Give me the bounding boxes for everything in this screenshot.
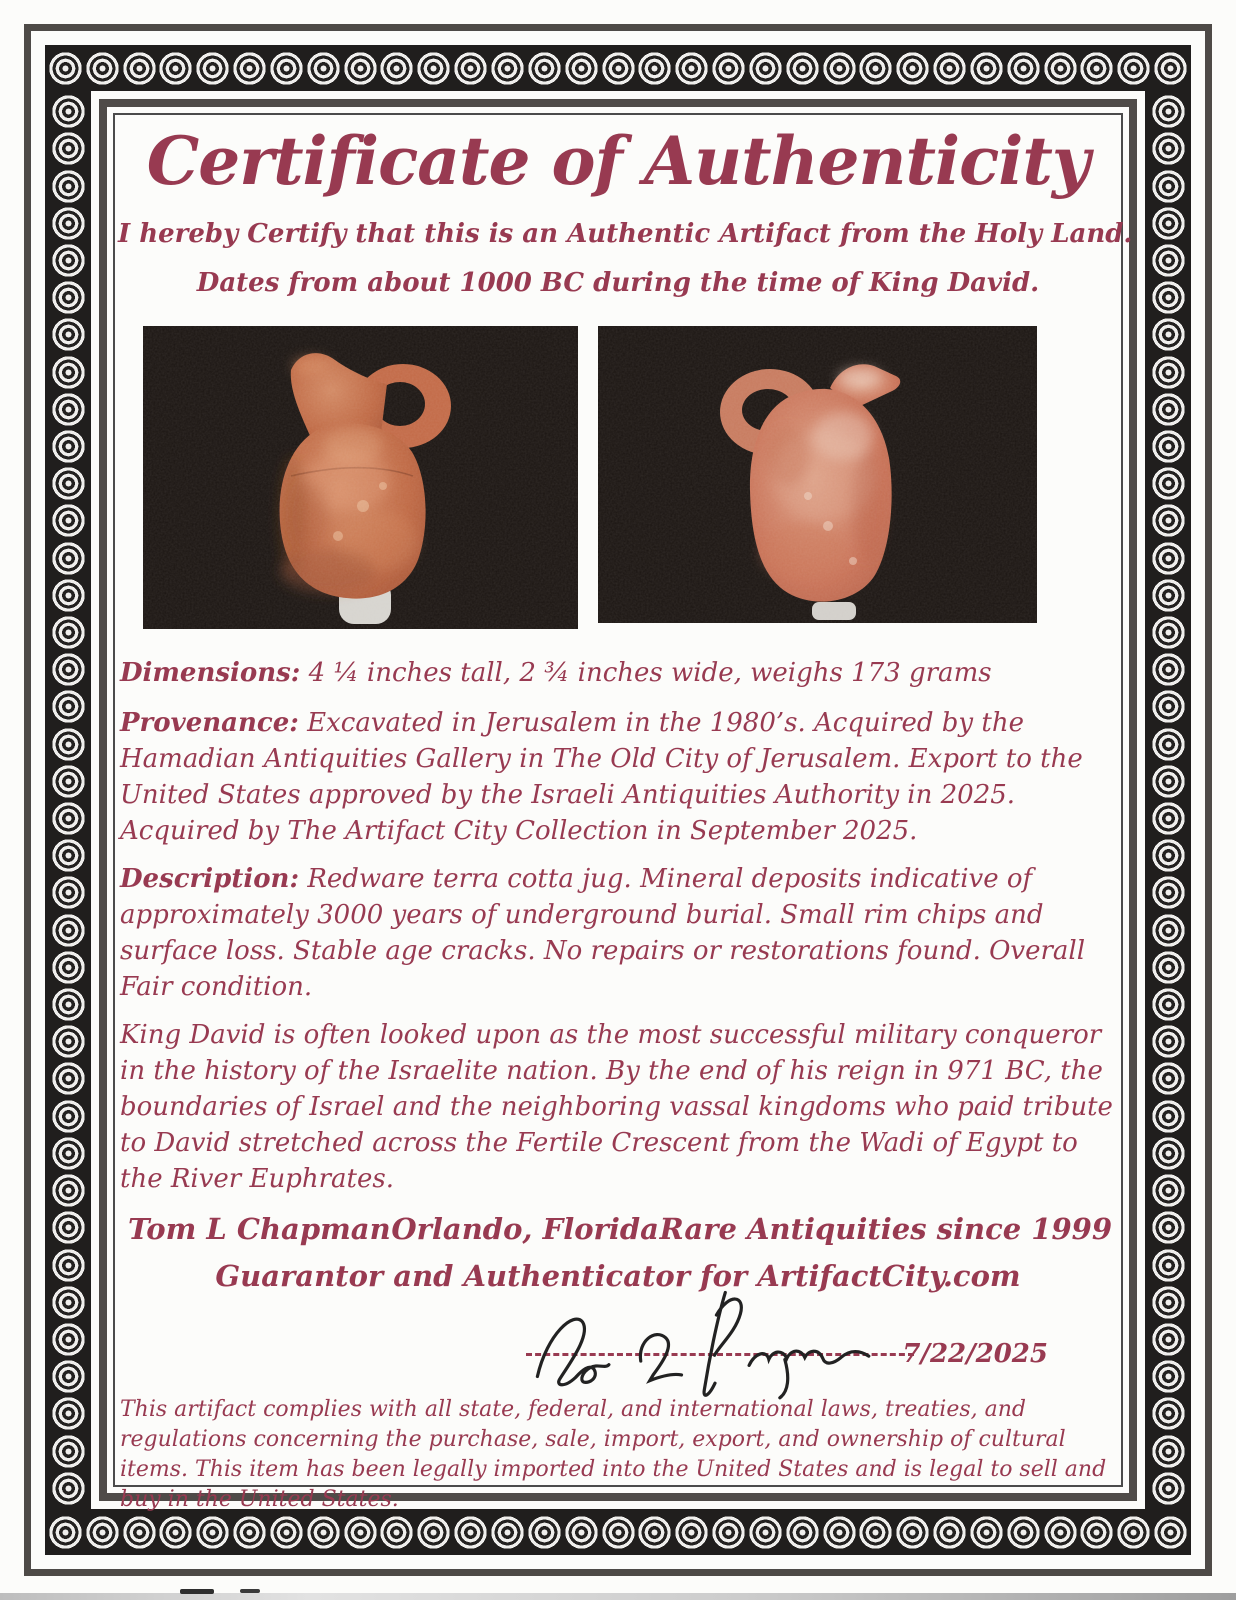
certificate-content bbox=[118, 116, 1133, 1513]
bullseye-ornament bbox=[196, 52, 229, 85]
guarantor-line: Guarantor and Authenticator for ArtifactCity.com bbox=[215, 1259, 1021, 1294]
bullseye-ornament bbox=[675, 52, 708, 85]
bullseye-ornament bbox=[1152, 430, 1185, 463]
bullseye-ornament bbox=[1152, 1472, 1185, 1505]
bullseye-ornament bbox=[1080, 1516, 1113, 1549]
scan-artifact-strip bbox=[0, 1593, 1236, 1600]
bullseye-ornament bbox=[1154, 52, 1187, 85]
bullseye-ornament bbox=[49, 1516, 82, 1549]
bullseye-ornament bbox=[859, 52, 892, 85]
ornament-band-bottom bbox=[45, 1509, 1191, 1555]
signatory-location: Orlando, Florida bbox=[391, 1212, 659, 1247]
bullseye-ornament bbox=[675, 1516, 708, 1549]
bullseye-ornament bbox=[159, 52, 192, 85]
bullseye-ornament bbox=[52, 318, 85, 351]
bullseye-ornament bbox=[528, 1516, 561, 1549]
bullseye-ornament bbox=[1152, 95, 1185, 128]
bullseye-ornament bbox=[712, 1516, 745, 1549]
bullseye-ornament bbox=[1152, 467, 1185, 500]
bullseye-ornament bbox=[638, 1516, 671, 1549]
scan-artifact-mark bbox=[180, 1589, 214, 1594]
bullseye-ornament bbox=[1152, 988, 1185, 1021]
bullseye-ornament bbox=[233, 1516, 266, 1549]
bullseye-ornament bbox=[307, 1516, 340, 1549]
bullseye-ornament bbox=[52, 1472, 85, 1505]
bullseye-ornament bbox=[1007, 52, 1040, 85]
bullseye-ornament bbox=[52, 430, 85, 463]
description-section bbox=[118, 861, 1118, 1005]
history-paragraph: King David is often looked upon as the most successful military conqueror in the history of the Israelite nation. By the end of his reign in 971 BC, the boundaries of Israel and the neighboring vassal kingdoms who paid tribute to David stretched across the Fertile Crescent from the Wadi of Egypt to the River Euphrates. bbox=[120, 1020, 1113, 1195]
bullseye-ornament bbox=[1044, 52, 1077, 85]
bullseye-ornament bbox=[970, 1516, 1003, 1549]
certificate-title: Certificate of Authenticity bbox=[146, 122, 1090, 200]
bullseye-ornament bbox=[933, 1516, 966, 1549]
bullseye-ornament bbox=[1007, 1516, 1040, 1549]
bullseye-ornament bbox=[1152, 1249, 1185, 1282]
bullseye-ornament bbox=[159, 1516, 192, 1549]
bullseye-ornament bbox=[52, 1100, 85, 1133]
bullseye-ornament bbox=[52, 281, 85, 314]
description-label: Description: bbox=[120, 864, 300, 895]
bullseye-ornament bbox=[52, 839, 85, 872]
bullseye-ornament bbox=[491, 1516, 524, 1549]
bullseye-ornament bbox=[417, 1516, 450, 1549]
bullseye-ornament bbox=[749, 52, 782, 85]
bullseye-ornament bbox=[52, 1323, 85, 1356]
bullseye-ornament bbox=[454, 1516, 487, 1549]
bullseye-ornament bbox=[52, 504, 85, 537]
ornament-band-top bbox=[45, 45, 1191, 91]
bullseye-ornament bbox=[712, 52, 745, 85]
bullseye-ornament bbox=[1152, 170, 1185, 203]
provenance-value: Excavated in Jerusalem in the 1980’s. Acquired by the Hamadian Antiquities Gallery in The Old City of Jerusalem. Export to the United States approved by the Israeli Antiquities Authority in 2025. Acquired by The Artifact City Collection in September 2025. bbox=[120, 708, 1083, 847]
bullseye-ornament bbox=[52, 579, 85, 612]
bullseye-ornament bbox=[86, 52, 119, 85]
dimensions-label: Dimensions: bbox=[120, 658, 301, 689]
bullseye-ornament bbox=[896, 1516, 929, 1549]
legal-statement: This artifact complies with all state, federal, and international laws, treaties, and regulations concerning the purchase, sale, import, export, and ownership of cultural items. This item has been legally imported into the United States and is legal to sell and buy in the United States. bbox=[120, 1397, 1107, 1513]
bullseye-ornament bbox=[52, 1360, 85, 1393]
bullseye-ornament bbox=[1152, 951, 1185, 984]
bullseye-ornament bbox=[1152, 244, 1185, 277]
bullseye-ornament bbox=[859, 1516, 892, 1549]
photo-grain bbox=[143, 326, 578, 629]
bullseye-ornament bbox=[52, 95, 85, 128]
bullseye-ornament bbox=[270, 52, 303, 85]
bullseye-ornament bbox=[491, 52, 524, 85]
bullseye-ornament bbox=[233, 52, 266, 85]
bullseye-ornament bbox=[1152, 318, 1185, 351]
bullseye-ornament bbox=[454, 52, 487, 85]
ornament-band-left bbox=[45, 91, 91, 1509]
bullseye-ornament bbox=[52, 690, 85, 723]
artifact-photo-row bbox=[118, 326, 1118, 629]
bullseye-ornament bbox=[196, 1516, 229, 1549]
dating-statement: Dates from about 1000 BC during the time of King David. bbox=[196, 268, 1040, 299]
bullseye-ornament bbox=[123, 52, 156, 85]
photo-grain bbox=[598, 326, 1037, 623]
bullseye-ornament bbox=[52, 728, 85, 761]
bullseye-ornament bbox=[786, 1516, 819, 1549]
bullseye-ornament bbox=[52, 616, 85, 649]
bullseye-ornament bbox=[52, 132, 85, 165]
bullseye-ornament bbox=[380, 52, 413, 85]
bullseye-ornament bbox=[1152, 1360, 1185, 1393]
bullseye-ornament bbox=[270, 1516, 303, 1549]
bullseye-ornament bbox=[749, 1516, 782, 1549]
bullseye-ornament bbox=[1154, 1516, 1187, 1549]
signature-area bbox=[118, 1295, 1118, 1391]
bullseye-ornament bbox=[1152, 281, 1185, 314]
artifact-photo-left bbox=[143, 326, 578, 629]
bullseye-ornament bbox=[344, 1516, 377, 1549]
bullseye-ornament bbox=[1152, 1323, 1185, 1356]
bullseye-ornament bbox=[1152, 579, 1185, 612]
provenance-section bbox=[118, 705, 1118, 849]
bullseye-ornament bbox=[1044, 1516, 1077, 1549]
bullseye-ornament bbox=[1152, 876, 1185, 909]
bullseye-ornament bbox=[1152, 1025, 1185, 1058]
bullseye-ornament bbox=[1152, 1137, 1185, 1170]
bullseye-ornament bbox=[52, 170, 85, 203]
certify-statement: I hereby Certify that this is an Authentic Artifact from the Holy Land. bbox=[118, 219, 1133, 250]
bullseye-ornament bbox=[1152, 616, 1185, 649]
bullseye-ornament bbox=[417, 52, 450, 85]
bullseye-ornament bbox=[52, 1435, 85, 1468]
bullseye-ornament bbox=[823, 1516, 856, 1549]
bullseye-ornament bbox=[52, 467, 85, 500]
signature-date: 7/22/2025 bbox=[902, 1339, 1048, 1370]
bullseye-ornament bbox=[307, 52, 340, 85]
signatory-row bbox=[118, 1211, 1118, 1248]
bullseye-ornament bbox=[1152, 504, 1185, 537]
bullseye-ornament bbox=[344, 52, 377, 85]
signatory-name: Tom L Chapman bbox=[128, 1212, 391, 1247]
bullseye-ornament bbox=[1152, 765, 1185, 798]
bullseye-ornament bbox=[1152, 1174, 1185, 1207]
bullseye-ornament bbox=[786, 52, 819, 85]
bullseye-ornament bbox=[52, 1249, 85, 1282]
bullseye-ornament bbox=[52, 244, 85, 277]
bullseye-ornament bbox=[1152, 690, 1185, 723]
bullseye-ornament bbox=[1152, 802, 1185, 835]
bullseye-ornament bbox=[86, 1516, 119, 1549]
bullseye-ornament bbox=[52, 356, 85, 389]
bullseye-ornament bbox=[1152, 653, 1185, 686]
bullseye-ornament bbox=[565, 1516, 598, 1549]
bullseye-ornament bbox=[1152, 393, 1185, 426]
bullseye-ornament bbox=[638, 52, 671, 85]
bullseye-ornament bbox=[896, 52, 929, 85]
description-value: Redware terra cotta jug. Mineral deposits indicative of approximately 3000 years of underground burial. Small rim chips and surface loss. Stable age cracks. No repairs or restorations found. Overall Fair condition. bbox=[120, 864, 1086, 1003]
bullseye-ornament bbox=[1152, 1435, 1185, 1468]
bullseye-ornament bbox=[52, 914, 85, 947]
bullseye-ornament bbox=[52, 1062, 85, 1095]
bullseye-ornament bbox=[528, 52, 561, 85]
bullseye-ornament bbox=[49, 52, 82, 85]
bullseye-ornament bbox=[1152, 1397, 1185, 1430]
signatory-tagline: Rare Antiquities since 1999 bbox=[659, 1212, 1112, 1247]
bullseye-ornament bbox=[1152, 728, 1185, 761]
bullseye-ornament bbox=[1152, 1062, 1185, 1095]
bullseye-ornament bbox=[1152, 207, 1185, 240]
bullseye-ornament bbox=[52, 393, 85, 426]
bullseye-ornament bbox=[123, 1516, 156, 1549]
bullseye-ornament bbox=[933, 52, 966, 85]
bullseye-ornament bbox=[52, 1025, 85, 1058]
bullseye-ornament bbox=[970, 52, 1003, 85]
bullseye-ornament bbox=[52, 765, 85, 798]
bullseye-ornament bbox=[1080, 52, 1113, 85]
bullseye-ornament bbox=[1152, 839, 1185, 872]
bullseye-ornament bbox=[52, 1137, 85, 1170]
bullseye-ornament bbox=[52, 1397, 85, 1430]
bullseye-ornament bbox=[1117, 1516, 1150, 1549]
dimensions-section bbox=[118, 655, 1118, 691]
bullseye-ornament bbox=[823, 52, 856, 85]
handwritten-signature bbox=[518, 1285, 918, 1403]
ornament-band-right bbox=[1145, 91, 1191, 1509]
bullseye-ornament bbox=[1152, 132, 1185, 165]
bullseye-ornament bbox=[52, 542, 85, 575]
scan-artifact-mark bbox=[240, 1589, 260, 1593]
bullseye-ornament bbox=[52, 876, 85, 909]
bullseye-ornament bbox=[52, 802, 85, 835]
bullseye-ornament bbox=[602, 1516, 635, 1549]
bullseye-ornament bbox=[1152, 1100, 1185, 1133]
bullseye-ornament bbox=[1152, 356, 1185, 389]
bullseye-ornament bbox=[1117, 52, 1150, 85]
bullseye-ornament bbox=[52, 951, 85, 984]
bullseye-ornament bbox=[52, 653, 85, 686]
bullseye-ornament bbox=[380, 1516, 413, 1549]
dimensions-value: 4 ¼ inches tall, 2 ¾ inches wide, weighs 173 grams bbox=[308, 658, 992, 689]
bullseye-ornament bbox=[52, 988, 85, 1021]
provenance-label: Provenance: bbox=[120, 708, 299, 739]
bullseye-ornament bbox=[52, 1174, 85, 1207]
bullseye-ornament bbox=[52, 1286, 85, 1319]
bullseye-ornament bbox=[1152, 1286, 1185, 1319]
bullseye-ornament bbox=[1152, 1211, 1185, 1244]
bullseye-ornament bbox=[1152, 542, 1185, 575]
bullseye-ornament bbox=[1152, 914, 1185, 947]
bullseye-ornament bbox=[52, 207, 85, 240]
artifact-photo-right bbox=[598, 326, 1037, 623]
bullseye-ornament bbox=[602, 52, 635, 85]
bullseye-ornament bbox=[565, 52, 598, 85]
bullseye-ornament bbox=[52, 1211, 85, 1244]
